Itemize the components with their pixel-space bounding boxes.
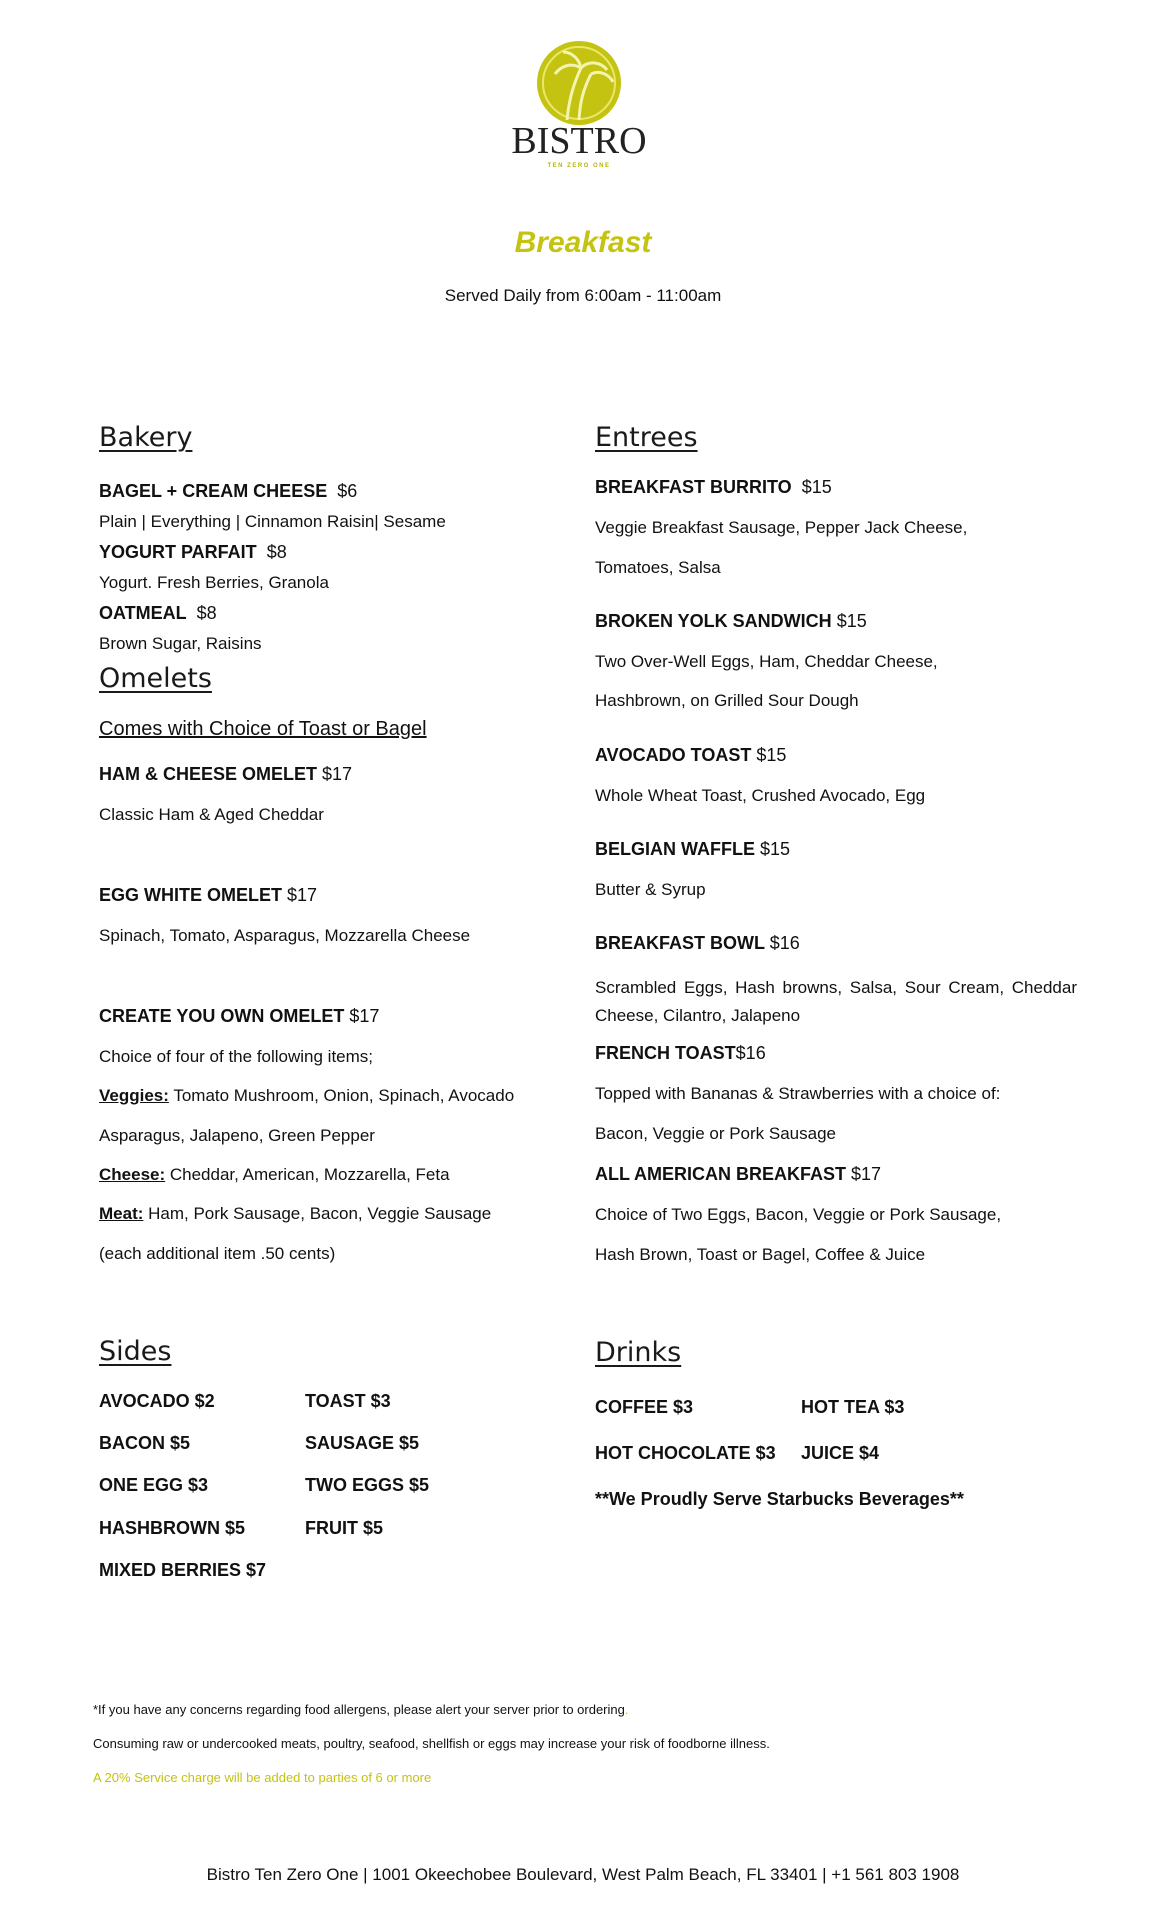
bakery-heading: Bakery <box>99 422 193 453</box>
menu-item-title <box>99 481 357 502</box>
item-description: Yogurt. Fresh Berries, Granola <box>99 573 329 592</box>
entrees-heading: Entrees <box>595 422 698 453</box>
veggies-list: Tomato Mushroom, Onion, Spinach, Avocado <box>168 1086 515 1105</box>
side-item: HASHBROWN $5 <box>99 1518 246 1538</box>
item-name: CREATE YOU OWN OMELET <box>99 1006 345 1026</box>
item-description: Choice of four of the following items; <box>99 1047 374 1066</box>
menu-item-title <box>99 542 287 563</box>
logo-subtitle: TEN ZERO ONE <box>547 163 611 169</box>
item-name: BREAKFAST BURRITO <box>595 477 792 497</box>
item-name: BROKEN YOLK SANDWICH <box>595 611 832 631</box>
item-name: BAGEL + CREAM CHEESE <box>99 481 328 501</box>
item-price: $16 <box>735 1043 766 1063</box>
menu-item-title <box>99 885 317 906</box>
side-item: MIXED BERRIES $7 <box>99 1560 267 1580</box>
veggies-line-2: Asparagus, Jalapeno, Green Pepper <box>99 1126 375 1145</box>
item-price: $8 <box>266 542 287 562</box>
side-item: BACON $5 <box>99 1433 191 1453</box>
drinks-heading: Drinks <box>595 1337 682 1368</box>
side-item: ONE EGG $3 <box>99 1475 209 1495</box>
logo-wordmark: BISTRO <box>511 120 647 162</box>
side-item: AVOCADO $2 <box>99 1391 215 1411</box>
item-price: $17 <box>322 764 353 784</box>
item-name: FRENCH TOAST <box>595 1043 736 1063</box>
item-price: $17 <box>287 885 318 905</box>
item-description: Brown Sugar, Raisins <box>99 634 262 653</box>
drink-item: JUICE $4 <box>801 1443 880 1463</box>
menu-item-title <box>595 839 790 860</box>
item-price: $15 <box>760 839 791 859</box>
item-description: Plain | Everything | Cinnamon Raisin| Sesame <box>99 512 446 531</box>
item-name: EGG WHITE OMELET <box>99 885 282 905</box>
cheese-label: Cheese: <box>99 1165 166 1184</box>
item-description: Hashbrown, on Grilled Sour Dough <box>595 691 859 710</box>
item-description: Topped with Bananas & Strawberries with a choice of: <box>595 1084 1001 1103</box>
item-description: Veggie Breakfast Sausage, Pepper Jack Cheese, <box>595 518 968 537</box>
item-price: $17 <box>349 1006 380 1026</box>
drink-item: HOT CHOCOLATE $3 <box>595 1443 776 1463</box>
raw-food-warning: Consuming raw or undercooked meats, poultry, seafood, shellfish or eggs may increase your risk of foodborne illness. <box>93 1736 770 1751</box>
item-name: AVOCADO TOAST <box>595 745 752 765</box>
menu-item-title <box>99 603 217 624</box>
item-name: HAM & CHEESE OMELET <box>99 764 318 784</box>
item-name: OATMEAL <box>99 603 187 623</box>
starbucks-note: **We Proudly Serve Starbucks Beverages** <box>595 1489 964 1509</box>
drink-item: HOT TEA $3 <box>801 1397 905 1417</box>
footer-contact: Bistro Ten Zero One | 1001 Okeechobee Boulevard, West Palm Beach, FL 33401 | +1 561 803 1908 <box>206 1865 960 1884</box>
cheese-line <box>99 1165 450 1185</box>
item-description: Bacon, Veggie or Pork Sausage <box>595 1124 836 1143</box>
omelets-heading: Omelets <box>99 663 212 694</box>
sides-heading: Sides <box>99 1336 172 1367</box>
side-item: TWO EGGS $5 <box>305 1475 430 1495</box>
drink-item: COFFEE $3 <box>595 1397 694 1417</box>
item-price: $15 <box>756 745 787 765</box>
item-name: BREAKFAST BOWL <box>595 933 765 953</box>
menu-item-title <box>595 933 800 954</box>
item-description: Hash Brown, Toast or Bagel, Coffee & Juice <box>595 1245 926 1264</box>
bistro-logo <box>509 40 649 176</box>
side-item: SAUSAGE $5 <box>305 1433 420 1453</box>
allergen-dot: . <box>624 1702 629 1717</box>
item-price: $15 <box>801 477 832 497</box>
item-price: $17 <box>851 1164 882 1184</box>
item-description: Whole Wheat Toast, Crushed Avocado, Egg <box>595 786 926 805</box>
allergen-note <box>93 1702 628 1717</box>
additional-item-note: (each additional item .50 cents) <box>99 1244 336 1263</box>
item-price: $8 <box>196 603 217 623</box>
item-price: $15 <box>836 611 867 631</box>
allergen-text: *If you have any concerns regarding food allergens, please alert your server prior to ordering <box>93 1702 625 1717</box>
menu-item-title <box>595 745 786 766</box>
item-description: Butter & Syrup <box>595 880 706 899</box>
menu-item-title <box>595 1043 766 1064</box>
item-name: YOGURT PARFAIT <box>99 542 257 562</box>
item-description: Tomatoes, Salsa <box>595 558 721 577</box>
meat-line <box>99 1204 491 1224</box>
menu-item-title <box>595 477 832 498</box>
veggies-line <box>99 1086 514 1106</box>
item-description: Spinach, Tomato, Asparagus, Mozzarella Cheese <box>99 926 471 945</box>
service-charge-note: A 20% Service charge will be added to parties of 6 or more <box>93 1770 432 1785</box>
meat-label: Meat: <box>99 1204 144 1223</box>
menu-item-title <box>99 764 352 785</box>
palm-emblem-icon <box>509 40 649 130</box>
item-description: Scrambled Eggs, Hash browns, Salsa, Sour Cream, Cheddar Cheese, Cilantro, Jalapeno <box>595 978 1077 1025</box>
item-name: BELGIAN WAFFLE <box>595 839 755 859</box>
item-price: $6 <box>337 481 358 501</box>
side-item: TOAST $3 <box>305 1391 391 1411</box>
veggies-label: Veggies: <box>99 1086 169 1105</box>
menu-title: Breakfast <box>514 226 652 259</box>
item-name: ALL AMERICAN BREAKFAST <box>595 1164 846 1184</box>
menu-item-title <box>99 1006 379 1027</box>
omelets-subheading: Comes with Choice of Toast or Bagel <box>99 718 427 740</box>
menu-item-title <box>595 611 867 632</box>
item-price: $16 <box>769 933 800 953</box>
item-description: Choice of Two Eggs, Bacon, Veggie or Pork Sausage, <box>595 1205 1002 1224</box>
served-hours: Served Daily from 6:00am - 11:00am <box>444 286 722 305</box>
side-item: FRUIT $5 <box>305 1518 384 1538</box>
menu-item-title <box>595 1164 881 1185</box>
cheese-list: Cheddar, American, Mozzarella, Feta <box>165 1165 450 1184</box>
item-description: Classic Ham & Aged Cheddar <box>99 805 324 824</box>
meat-list: Ham, Pork Sausage, Bacon, Veggie Sausage <box>143 1204 492 1223</box>
item-description: Two Over-Well Eggs, Ham, Cheddar Cheese, <box>595 652 938 671</box>
